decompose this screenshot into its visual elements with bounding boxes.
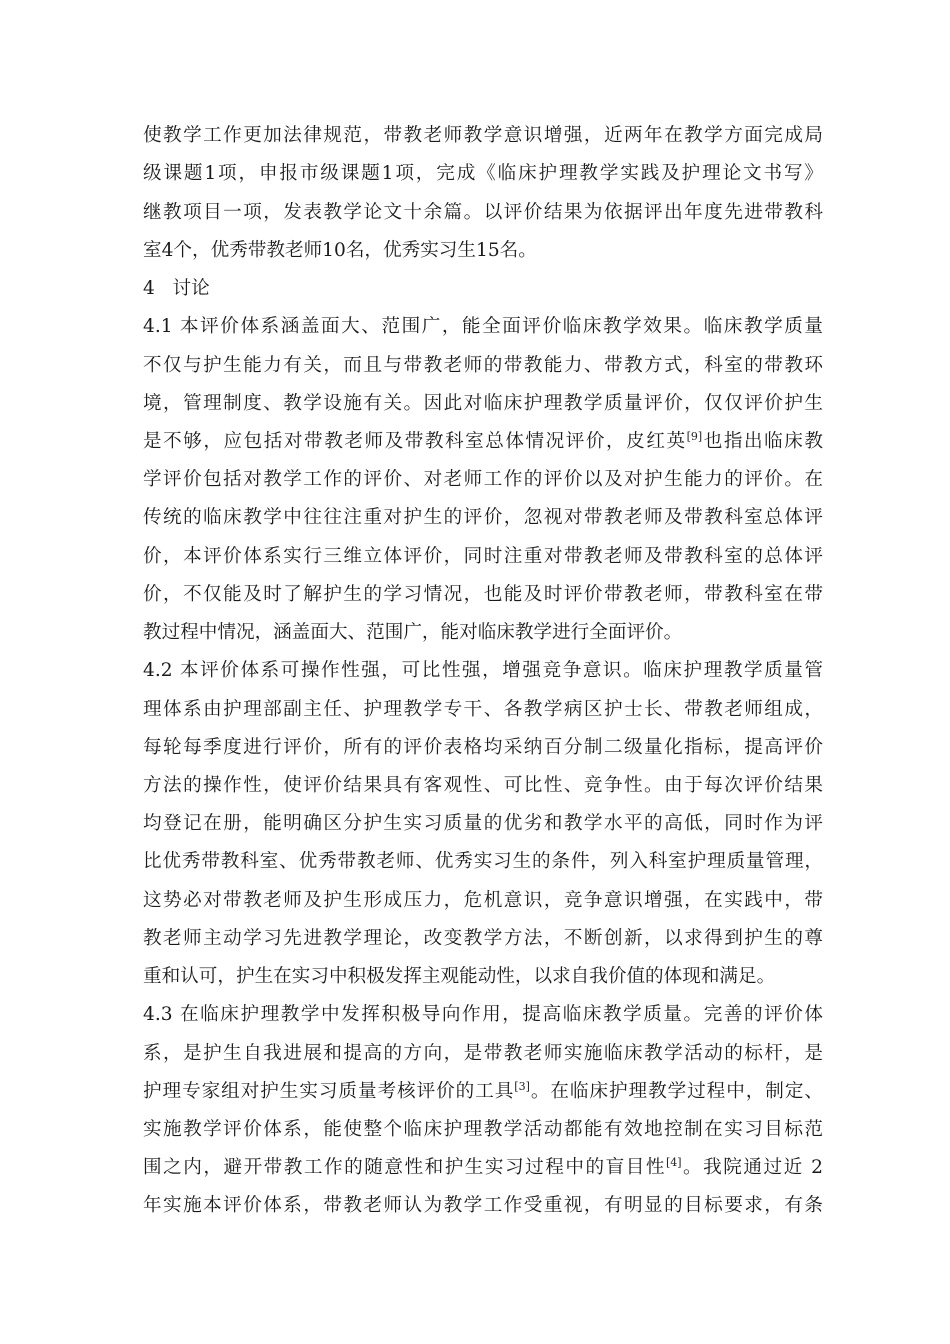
line-text: 。我院通过近 2: [681, 1157, 823, 1178]
paragraph-line: 比优秀带教科室、优秀带教老师、优秀实习生的条件，列入科室护理质量管理，: [143, 851, 823, 872]
paragraph-line: 均登记在册，能明确区分护生实习质量的优劣和教学水平的高低，同时作为评: [143, 813, 823, 834]
line-text: 也指出临床教: [702, 431, 823, 452]
paragraph-line: 价，不仅能及时了解护生的学习情况，也能及时评价带教老师，带教科室在带: [143, 584, 823, 605]
paragraph-line: 境，管理制度、教学设施有关。因此对临床护理教学质量评价，仅仅评价护生: [143, 393, 823, 414]
citation-marker: [4]: [665, 1156, 682, 1169]
paragraph-line: 这势必对带教老师及护生形成压力，危机意识，竞争意识增强，在实践中，带: [143, 890, 823, 911]
paragraph-line: 实施教学评价体系，能使整个临床护理教学活动都能有效地控制在实习目标范: [143, 1119, 823, 1140]
line-text: 。在临床护理教学过程中，制定、: [529, 1081, 823, 1102]
paragraph-line: [143, 1076, 823, 1108]
subsection-heading-line: 4.1 本评价体系涵盖面大、范围广，能全面评价临床教学效果。临床教学质量: [143, 316, 823, 337]
paragraph-line: 继教项目一项，发表教学论文十余篇。以评价结果为依据评出年度先进带教科: [143, 202, 823, 223]
citation-marker: [9]: [686, 430, 703, 443]
paragraph-line: 重和认可，护生在实习中积极发挥主观能动性，以求自我价值的体现和满足。: [143, 966, 776, 987]
subsection-heading-line: 4.3 在临床护理教学中发挥积极导向作用，提高临床教学质量。完善的评价体: [143, 1004, 823, 1025]
paragraph-line: 年实施本评价体系，带教老师认为教学工作受重视，有明显的目标要求，有条: [143, 1195, 823, 1216]
paragraph-line: 传统的临床教学中往往注重对护生的评价，忽视对带教老师及带教科室总体评: [143, 507, 823, 528]
paragraph-line: 室4个，优秀带教老师10名，优秀实习生15名。: [143, 240, 537, 261]
citation-marker: [3]: [514, 1080, 530, 1093]
section-heading: 4 讨论: [143, 278, 210, 299]
paragraph-line: 教过程中情况，涵盖面大、范围广，能对临床教学进行全面评价。: [143, 622, 683, 643]
line-text: 是不够，应包括对带教老师及带教科室总体情况评价，皮红英: [143, 431, 687, 452]
line-text: 围之内，避开带教工作的随意性和护生实习过程中的盲目性: [143, 1157, 666, 1178]
paragraph-line: [143, 426, 823, 458]
paragraph-line: 不仅与护生能力有关，而且与带教老师的带教能力、带教方式，科室的带教环: [143, 355, 823, 376]
paragraph-line: 级课题1项，申报市级课题1项，完成《临床护理教学实践及护理论文书写》: [143, 163, 823, 184]
paragraph-line: 教老师主动学习先进教学理论，改变教学方法，不断创新，以求得到护生的尊: [143, 928, 823, 949]
paragraph-line: 价，本评价体系实行三维立体评价，同时注重对带教老师及带教科室的总体评: [143, 546, 823, 567]
paragraph-line: 方法的操作性，使评价结果具有客观性、可比性、竞争性。由于每次评价结果: [143, 775, 823, 796]
paragraph-line: 使教学工作更加法律规范，带教老师教学意识增强，近两年在教学方面完成局: [143, 125, 823, 146]
subsection-heading-line: 4.2 本评价体系可操作性强，可比性强，增强竞争意识。临床护理教学质量管: [143, 660, 823, 681]
paragraph-line: 理体系由护理部副主任、护理教学专干、各教学病区护士长、带教老师组成，: [143, 699, 823, 720]
paragraph-line: 每轮每季度进行评价，所有的评价表格均采纳百分制二级量化指标，提高评价: [143, 737, 823, 758]
line-text: 护理专家组对护生实习质量考核评价的工具: [143, 1081, 515, 1102]
paragraph-line: 系，是护生自我进展和提高的方向，是带教老师实施临床教学活动的标杆，是: [143, 1043, 823, 1064]
paragraph-line: [143, 1152, 823, 1184]
paragraph-line: 学评价包括对教学工作的评价、对老师工作的评价以及对护生能力的评价。在: [143, 469, 823, 490]
